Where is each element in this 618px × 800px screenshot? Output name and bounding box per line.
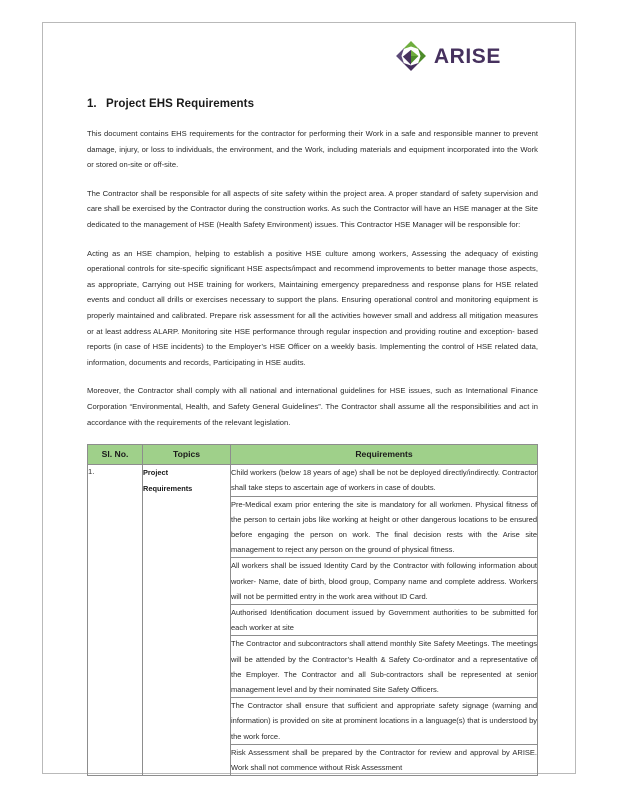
table-header-row	[88, 445, 538, 465]
arise-logo	[394, 39, 501, 73]
column-header-sl-no: Sl. No.	[88, 445, 143, 465]
cell-requirement: The Contractor and subcontractors shall attend monthly Site Safety Meetings. The meetings will be attended by the Contractor’s Health & Safety Co-ordinator and a representative of the Employer. The Contractor and all Sub-contractors shall be represented at senior management level and by their nominated Site Safety Officers.	[231, 636, 538, 698]
cell-requirement: The Contractor shall ensure that sufficient and appropriate safety signage (warning and information) is provided on site at prominent locations in a language(s) that is understood by the work force.	[231, 698, 538, 745]
paragraph-hse-champion: Acting as an HSE champion, helping to establish a positive HSE culture among workers, Assessing the adequacy of existing operational controls for site-specific significant HSE aspects/impact and recommend improvements to better manage those aspects, as appropriate, Carrying out HSE training for workers, Maintaining emergency preparedness and response plans for HSE related events and conduct all drills or exercises necessary to support the plans. Ensuring operational control and monitoring equipment is properly maintained and calibrated. Prepare risk assessment for all the activities however small and address all mitigation measures or at least address ALARP. Monitoring site HSE performance through regular inspection and providing routine and exception- based reports (in case of HSE incidents) to the Employer’s HSE Officer on a weekly basis. Implementing the control of HSE related data, information, documents and records, Participating in HSE audits.	[87, 248, 538, 367]
cell-topic-line-2: Requirements	[143, 484, 193, 494]
cell-requirement: Risk Assessment shall be prepared by the Contractor for review and approval by ARISE. Work shall not commence without Risk Assessment	[231, 744, 538, 775]
page-title	[87, 98, 538, 110]
arise-pinwheel-logo-mark	[394, 39, 428, 73]
document-header	[87, 32, 538, 80]
cell-requirement: Authorised Identification document issued by Government authorities to be submitted for each worker at site	[231, 604, 538, 635]
requirements-table	[87, 444, 538, 776]
cell-requirement: Child workers (below 18 years of age) shall be not be deployed directly/indirectly. Contractor shall take steps to ascertain age of workers in case of doubts.	[231, 465, 538, 496]
table-row	[88, 465, 538, 496]
heading-number: 1.	[87, 98, 97, 110]
arise-logo-text: ARISE	[433, 44, 501, 68]
cell-requirement: Pre-Medical exam prior entering the site is mandatory for all workmen. Physical fitness of the person to certain jobs like working at height or other dangerous locations to be ensured before engaging the person on work. The final decision rests with the Arise site management to reject any person on the ground of physical fitness.	[231, 496, 538, 558]
cell-topic	[143, 465, 231, 776]
column-header-requirements: Requirements	[231, 445, 538, 465]
cell-topic-line-1: Project	[143, 468, 169, 478]
column-header-topics: Topics	[143, 445, 231, 465]
cell-requirement: All workers shall be issued Identity Card by the Contractor with following information about worker- Name, date of birth, blood group, Company name and complete address. Workers will not be permitted entry in the work area without ID Card.	[231, 558, 538, 605]
paragraph-intro: This document contains EHS requirements for the contractor for performing their Work in a safe and responsible manner to prevent damage, injury, or loss to individuals, the environment, and the Work, including materials and equipment incorporated into the Work or stored on-site or off-site.	[87, 129, 538, 170]
paragraph-compliance: Moreover, the Contractor shall comply with all national and international guidelines for HSE issues, such as International Finance Corporation “Environmental, Health, and Safety General Guidelines”. The Contractor shall assume all the responsibilities and act in accordance with the requirements of the relevant legislation.	[87, 386, 538, 427]
page-content	[87, 32, 538, 776]
heading-title: Project EHS Requirements	[106, 98, 255, 110]
document-page	[42, 22, 576, 774]
paragraph-contractor-responsibility: The Contractor shall be responsible for all aspects of site safety within the project area. A proper standard of safety supervision and care shall be exercised by the Contractor during the construction works. As such the Contractor will have an HSE manager at the Site dedicated to the management of HSE (Health Safety Environment) issues. This Contractor HSE Manager will be responsible for:	[87, 188, 538, 229]
cell-sl-no: 1.	[88, 465, 143, 776]
